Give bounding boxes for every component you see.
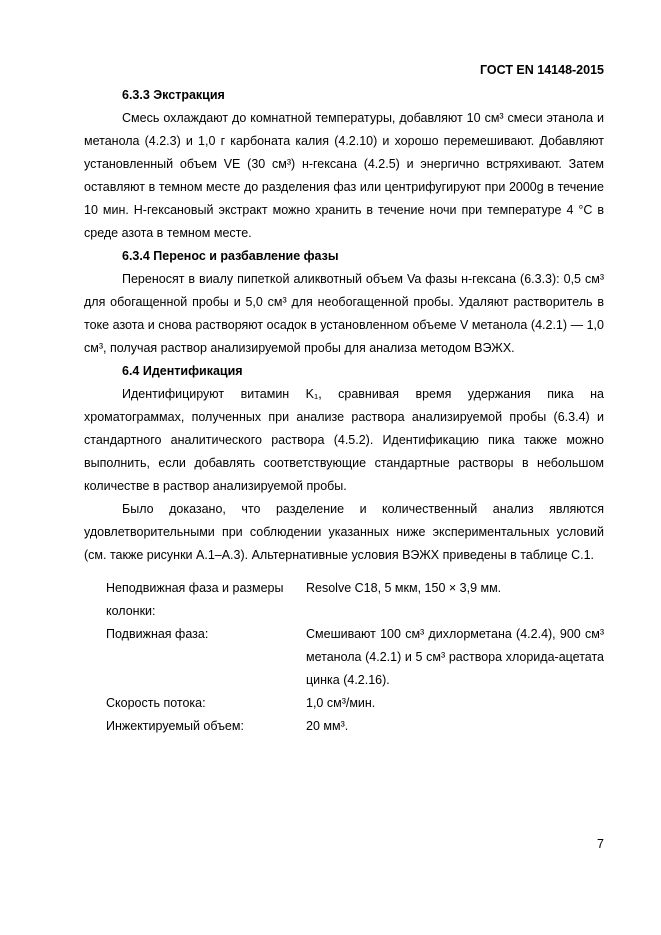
condition-row <box>106 715 604 738</box>
condition-label: Неподвижная фаза и размеры колонки: <box>106 581 284 618</box>
paragraph-extraction: Смесь охлаждают до комнатной температуры, добавляют 10 см³ смеси этанола и метанола (4.2.3) и 1,0 г карбоната калия (4.2.10) и хорошо перемешивают. Добавляют установленный объем VE (30 см³) н-гексана (4.2.5) и энергично встряхивают. Затем оставляют в темном месте до разделения фаз или центрифугируют при 2000g в течение 10 мин. Н-гексановый экстракт можно хранить в течение ночи при температуре 4 °С в среде азота в темном месте. <box>84 111 604 240</box>
page-number: 7 <box>597 837 604 851</box>
condition-label: Скорость потока: <box>106 696 206 710</box>
paragraph-transfer: Переносят в виалу пипеткой аликвотный объем Va фазы н-гексана (6.3.3): 0,5 см³ для обогащенной пробы и 5,0 см³ для необогащенной пробы. Удаляют растворитель в токе азота и снова растворяют осадок в установленном объеме V метанола (4.2.1) — 1,0 см³, получая раствор анализируемой пробы для анализа методом ВЭЖХ. <box>84 272 604 355</box>
condition-value: Смешивают 100 см³ дихлорметана (4.2.4), 900 см³ метанола (4.2.1) и 5 см³ раствора хлорида-ацетата цинка (4.2.16). <box>306 627 604 687</box>
section-heading-identification: 6.4 Идентификация <box>122 364 243 378</box>
standard-code: ГОСТ EN 14148-2015 <box>479 63 604 77</box>
condition-row <box>106 692 604 715</box>
condition-value: 20 мм³. <box>306 719 349 733</box>
paragraph-identification-1: Идентифицируют витамин K₁, сравнивая время удержания пика на хроматограммах, полученных при анализе раствора анализируемой пробы (6.3.4) и стандартного аналитического раствора (4.5.2). Идентификацию пика также можно выполнить, если добавлять соответствующие стандартные растворы в небольшом количестве в раствор анализируемой пробы. <box>84 387 604 493</box>
paragraph-identification-2: Было доказано, что разделение и количественный анализ являются удовлетворительными при соблюдении указанных ниже экспериментальных условий (см. также рисунки А.1–А.3). Альтернативные условия ВЭЖХ приведены в таблице С.1. <box>84 502 604 562</box>
condition-row <box>106 623 604 692</box>
section-heading-extraction: 6.3.3 Экстракция <box>122 88 225 102</box>
document-body <box>84 84 604 738</box>
condition-row <box>106 577 604 623</box>
hplc-conditions <box>84 577 604 738</box>
condition-label: Инжектируемый объем: <box>106 719 244 733</box>
condition-value: Resolve C18, 5 мкм, 150 × 3,9 мм. <box>306 581 502 595</box>
section-heading-transfer: 6.3.4 Перенос и разбавление фазы <box>122 249 339 263</box>
condition-value: 1,0 см³/мин. <box>306 696 376 710</box>
condition-label: Подвижная фаза: <box>106 627 209 641</box>
